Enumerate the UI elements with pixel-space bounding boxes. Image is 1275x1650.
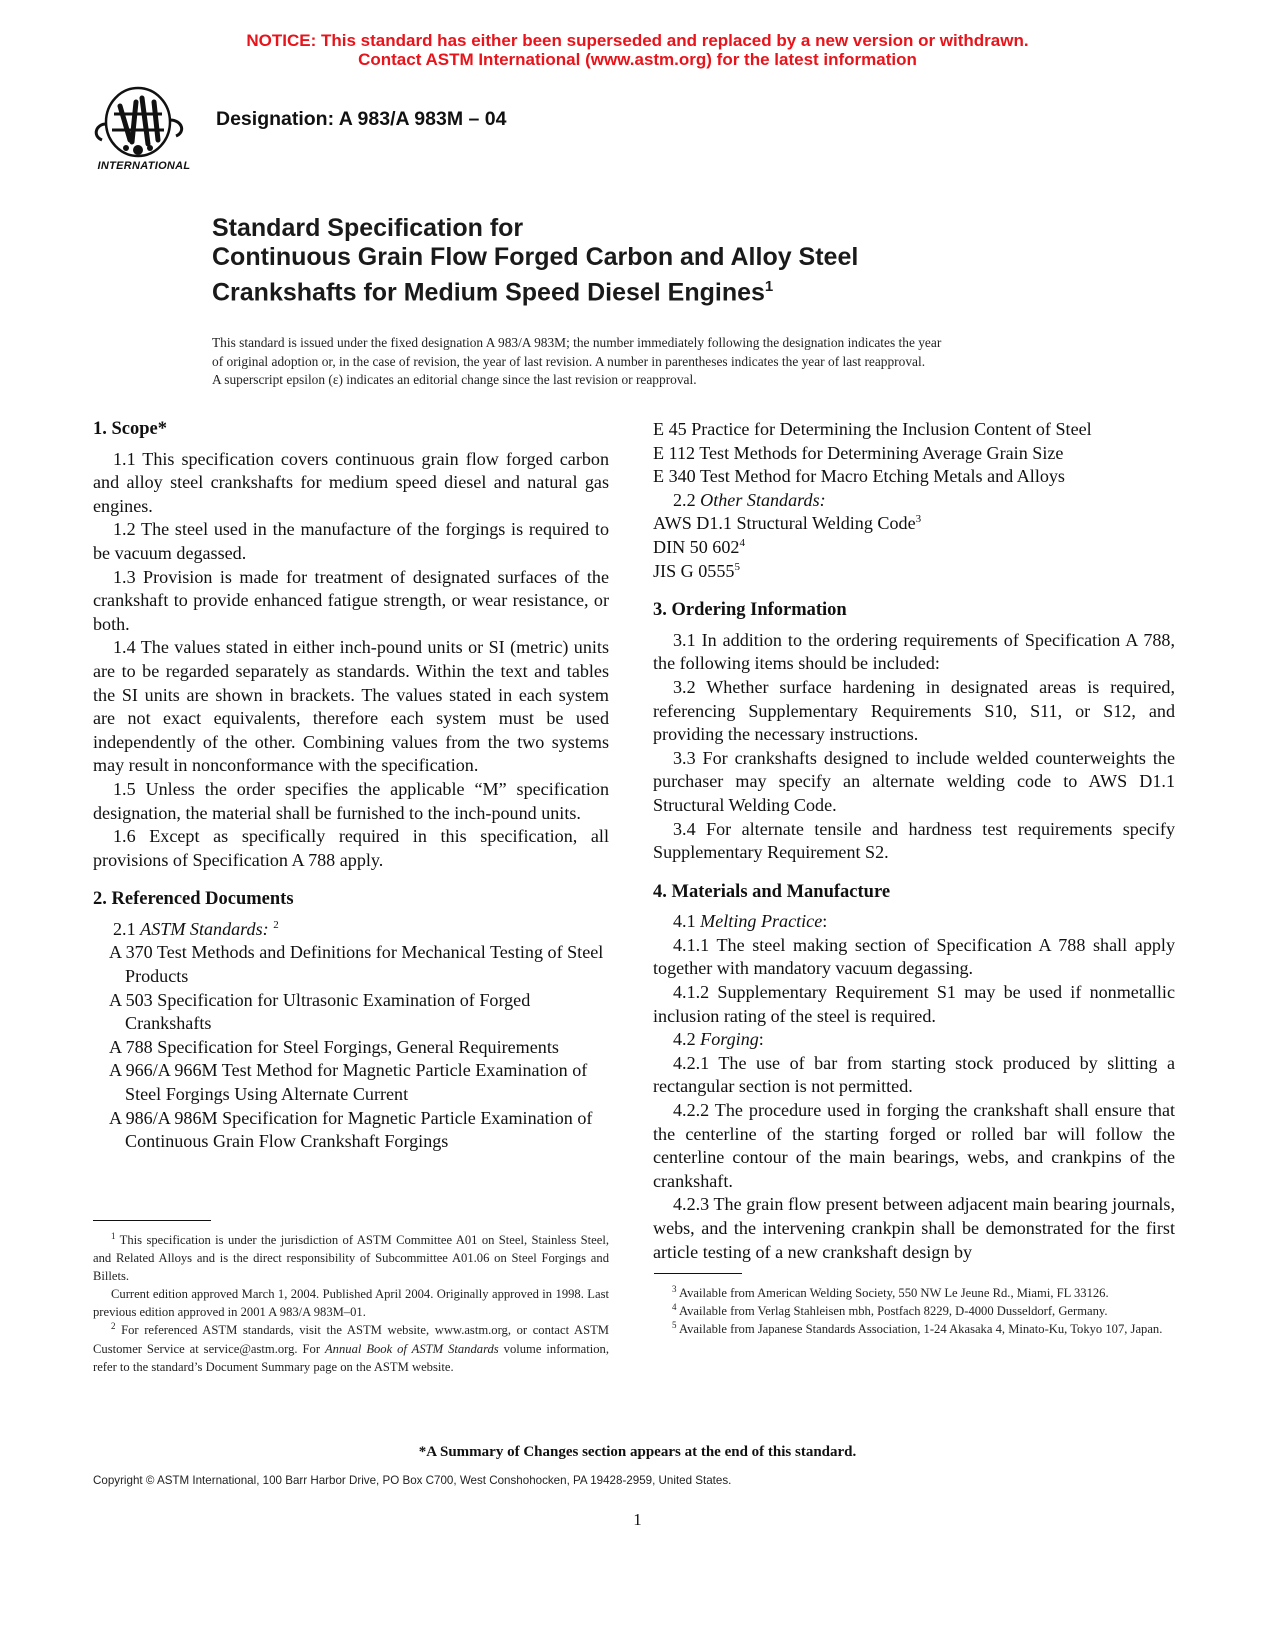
section-heading-materials: 4. Materials and Manufacture <box>653 881 891 902</box>
paragraph-1-5: 1.5 Unless the order specifies the applicable “M” specification designation, the material shall be furnished to the inch-pound units. <box>93 778 609 823</box>
footnote-5: $^5$ Available from Japanese Standards Association, 1-24 Akasaka 4, Minato-Ku, Tokyo 107, Japan. <box>672 1320 1163 1337</box>
footnote-mark-4[interactable]: 4 <box>739 536 745 549</box>
reference-a503: A 503 Specification for Ultrasonic Examination of Forged Crankshafts <box>109 989 531 1034</box>
footnote-mark-5[interactable]: 5 <box>734 560 740 573</box>
title-line-3: Crankshafts for Medium Speed Diesel Engines$^1$ <box>212 278 774 307</box>
paragraph-4-2-3: 4.2.3 The grain flow present between adjacent main bearing journals, webs, and the intervening crankpin shall be demonstrated for the first article testing of a new crankshaft design by <box>653 1194 1175 1262</box>
right-column <box>653 418 1175 1264</box>
reference-e45: E 45 Practice for Determining the Inclusion Content of Steel <box>653 419 1092 439</box>
footnote-4: $^4$ Available from Verlag Stahleisen mbh, Postfach 8229, D-4000 Dusseldorf, Germany. <box>672 1301 1108 1319</box>
notice-line-2: Contact ASTM International (www.astm.org) for the latest information <box>358 50 917 69</box>
paragraph-3-3: 3.3 For crankshafts designed to include welded counterweights the purchaser may specify an alternate welding code to AWS D1.1 Structural Welding Code. <box>653 747 1175 815</box>
footnote-3: $^3$ Available from American Welding Society, 550 NW Le Jeune Rd., Miami, FL 33126. <box>672 1283 1109 1300</box>
paragraph-4-2-2: 4.2.2 The procedure used in forging the crankshaft shall ensure that the centerline of the starting forged or rolled bar will follow the centerline contour of the main bearings, webs, and crankpins of the crankshaft. <box>653 1100 1175 1191</box>
footnote-rule <box>93 1220 211 1221</box>
left-column <box>93 418 609 1154</box>
footnote-2: $^2$ For referenced ASTM standards, visit the ASTM website, www.astm.org, or contact ASTM Customer Service at service@astm.org. For Annual Book of ASTM Standards volume information, refer to the standard’s Document Summary page on the ASTM website. <box>93 1321 610 1374</box>
section-heading-scope: 1. Scope* <box>93 419 167 439</box>
paragraph-3-4: 3.4 For alternate tensile and hardness test requirements specify Supplementary Requirement S2. <box>653 818 1175 863</box>
title-line-1: Standard Specification for <box>212 214 524 242</box>
footnote-rule <box>654 1273 742 1274</box>
reference-a966: A 966/A 966M Test Method for Magnetic Particle Examination of Steel Forgings Using Alternate Current <box>109 1060 588 1105</box>
reference-din: DIN 50 $602^4$ <box>653 536 745 557</box>
copyright: Copyright © ASTM International, 100 Barr Harbor Drive, PO Box C700, West Conshohocken, PA 19428-2959, United States. <box>93 1474 732 1487</box>
document-title <box>212 214 858 307</box>
reference-jis: JIS G 0555$^5$ <box>653 560 740 581</box>
reference-aws: AWS D1.1 Structural Welding Code$^3$ <box>653 513 922 534</box>
withdrawal-notice <box>0 31 1275 69</box>
footnote-1-approval: Current edition approved March 1, 2004. Published April 2004. Originally approved in 1998. Last previous edition approved in 2001 A 983/A 983M–01. <box>93 1287 609 1320</box>
paragraph-4-1-1: 4.1.1 The steel making section of Specification A 788 shall apply together with mandatory vacuum degassing. <box>653 934 1175 979</box>
subsection-2-1: 2.1 ASTM Standards: $^2$ <box>113 918 279 939</box>
reference-e340: E 340 Test Method for Macro Etching Metals and Alloys <box>653 466 1065 487</box>
footnotes-left <box>93 1232 609 1376</box>
astm-logo <box>92 84 200 184</box>
subsection-4-1: 4.1 Melting Practice: <box>673 911 828 932</box>
footnote-1: $^1$ This specification is under the jurisdiction of ASTM Committee A01 on Steel, Stainless Steel, and Related Alloys and is the direct responsibility of Subcommittee A01.06 on Steel Forgings and Billets. <box>93 1230 610 1284</box>
subsection-4-2: 4.2 Forging: <box>673 1029 764 1050</box>
paragraph-3-2: 3.2 Whether surface hardening in designated areas is required, referencing Supplementary Requirements S10, S11, or S12, and providing the necessary instructions. <box>653 676 1175 745</box>
paragraph-1-2: 1.2 The steel used in the manufacture of the forgings is required to be vacuum degassed. <box>93 519 609 563</box>
summary-of-changes-note: *A Summary of Changes section appears at the end of this standard. <box>418 1444 857 1460</box>
title-line-2: Continuous Grain Flow Forged Carbon and Alloy Steel <box>212 243 859 271</box>
reference-e112: E 112 Test Methods for Determining Average Grain Size <box>653 442 1064 463</box>
footnotes-right <box>654 1283 1176 1338</box>
reference-a788: A 788 Specification for Steel Forgings, General Requirements <box>109 1036 559 1057</box>
section-heading-ordering: 3. Ordering Information <box>653 600 847 621</box>
footnote-mark-2[interactable]: 2 <box>273 918 279 931</box>
paragraph-1-3: 1.3 Provision is made for treatment of designated surfaces of the crankshaft to provide enhanced fatigue strength, or wear resistance, or both. <box>93 566 609 634</box>
paragraph-4-1-2: 4.1.2 Supplementary Requirement S1 may be used if nonmetallic inclusion rating of the steel is required. <box>653 982 1175 1026</box>
footnote-mark-3[interactable]: 3 <box>915 513 922 526</box>
paragraph-4-2-1: 4.2.1 The use of bar from starting stock produced by slitting a rectangular section is not permitted. <box>653 1052 1175 1097</box>
subsection-2-2: 2.2 Other Standards: <box>673 489 826 510</box>
logo-caption: INTERNATIONAL <box>97 160 191 172</box>
page-number: 1 <box>633 1510 642 1529</box>
reference-a986: A 986/A 986M Specification for Magnetic Particle Examination of Continuous Grain Flow Crankshaft Forgings <box>109 1107 593 1152</box>
paragraph-1-1: 1.1 This specification covers continuous grain flow forged carbon and alloy steel crankshafts for medium speed diesel and natural gas engines. <box>93 448 609 516</box>
paragraph-1-6: 1.6 Except as specifically required in this specification, all provisions of Specification A 788 apply. <box>93 826 609 870</box>
notice-line-1: NOTICE: This standard has either been superseded and replaced by a new version or withdrawn. <box>246 31 1029 50</box>
designation: Designation: A 983/A 983M – 04 <box>216 108 507 130</box>
issuance-note: This standard is issued under the fixed designation A 983/A 983M; the number immediately following the designation indicates the year of original adoption or, in the case of revision, the year of last revision. A number in parentheses indicates the year of last reapproval. A superscript epsilon (ε) indicates an editorial change since the last revision or reapproval. <box>212 335 942 387</box>
reference-a370: A 370 Test Methods and Definitions for Mechanical Testing of Steel Products <box>109 942 604 987</box>
title-footnote-mark[interactable]: 1 <box>764 278 774 295</box>
paragraph-1-4: 1.4 The values stated in either inch-pound units or SI (metric) units are to be regarded separately as standards. Within the text and tables the SI units are shown in brackets. The values stated in each system are not exact equivalents, therefore each system must be used independently of the other. Combining values from the two systems may result in nonconformance with the specification. <box>93 637 609 776</box>
section-heading-referenced-documents: 2. Referenced Documents <box>93 889 294 910</box>
paragraph-3-1: 3.1 In addition to the ordering requirements of Specification A 788, the following items should be included: <box>653 629 1175 674</box>
